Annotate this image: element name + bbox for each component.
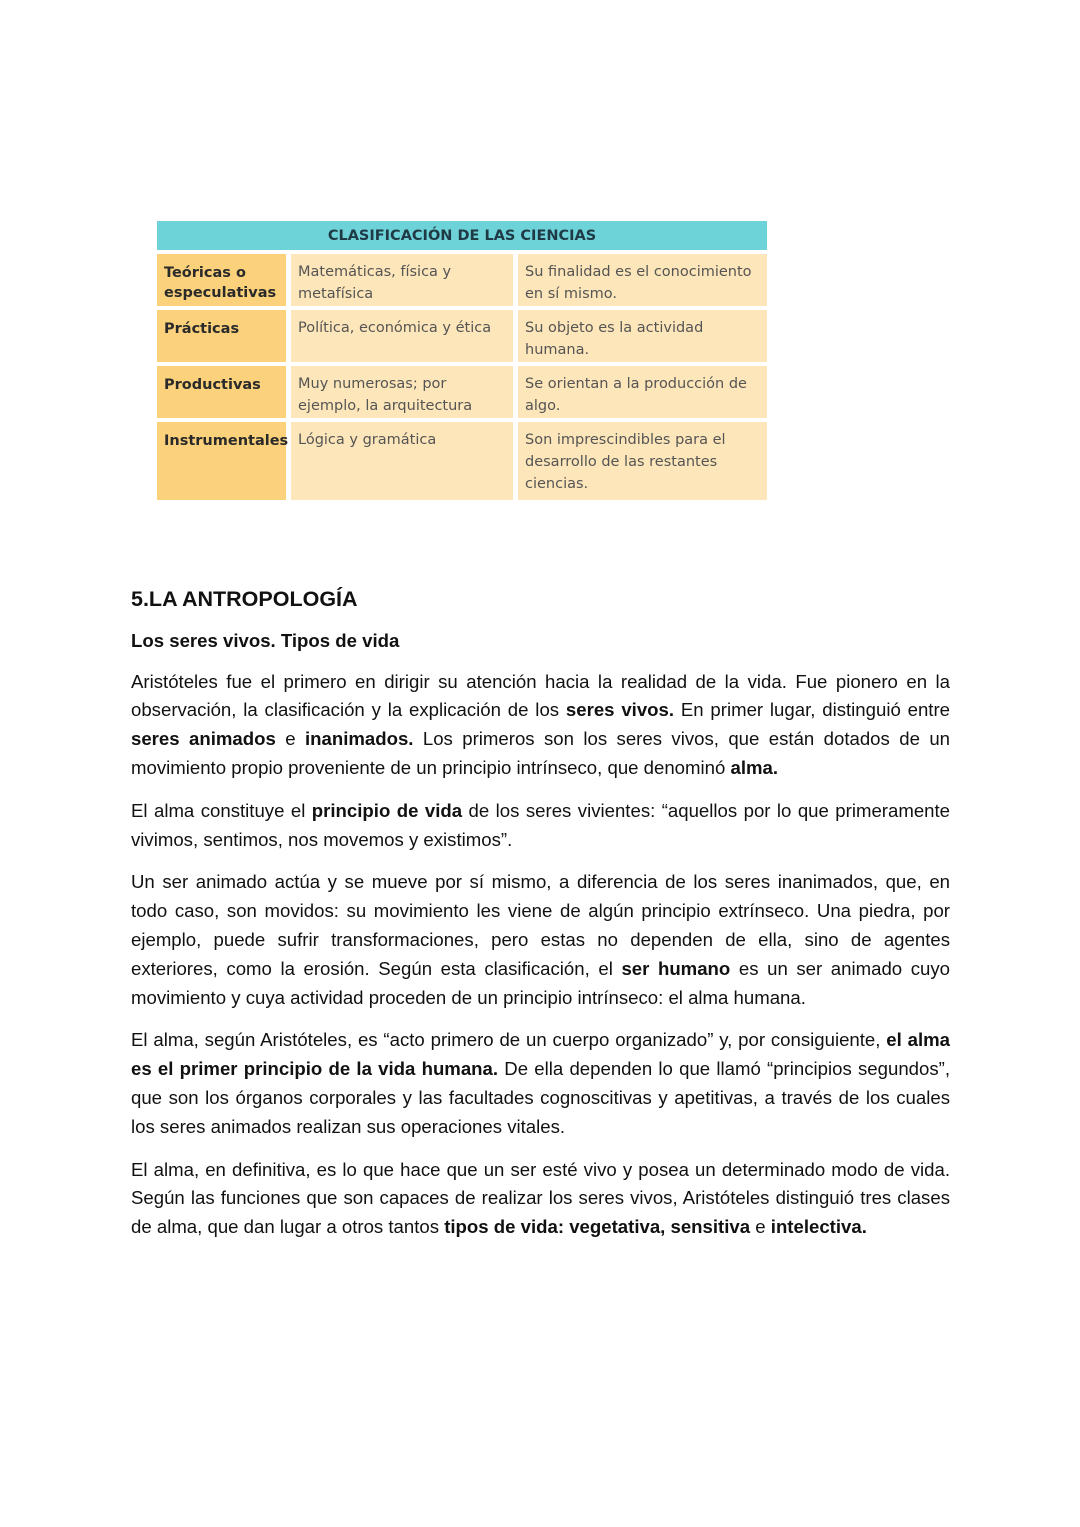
examples-cell: Lógica y gramática xyxy=(291,422,513,500)
text-run: El alma constituye el xyxy=(131,799,312,821)
examples-cell: Matemáticas, física y metafísica xyxy=(291,254,513,306)
section-heading: 5.LA ANTROPOLOGÍA xyxy=(131,587,358,611)
anthropology-section xyxy=(131,585,950,1256)
text-run: es un ser animado cuyo movimiento y cuya actividad proceden de un principio intrínseco: el alma humana. xyxy=(131,957,951,1008)
table-row xyxy=(157,366,767,418)
examples-cell: Muy numerosas; por ejemplo, la arquitectura xyxy=(291,366,513,418)
description-cell: Su objeto es la actividad humana. xyxy=(518,310,767,362)
bold-text: seres vivos. xyxy=(565,699,675,721)
bold-text: seres animados xyxy=(131,728,276,750)
paragraph xyxy=(131,1026,950,1141)
table-row xyxy=(157,422,767,500)
paragraph xyxy=(131,868,950,1012)
table-row xyxy=(157,310,767,362)
text-run: Los primeros son los seres vivos, que están dotados de un movimiento propio proveniente de un principio intrínseco, que denominó xyxy=(131,728,950,778)
paragraph xyxy=(131,1156,950,1242)
bold-text: alma. xyxy=(730,756,779,778)
category-cell: Instrumentales xyxy=(157,422,286,500)
text-run: De ella dependen lo que llamó “principios segundos”, que son los órganos corporales y las facultades cognoscitivas y apetitivas, a través de los cuales los seres animados realizan sus operaciones vitales. xyxy=(131,1058,950,1137)
category-cell: Prácticas xyxy=(157,310,286,362)
bold-text: el alma es el primer principio de la vida humana. xyxy=(131,1029,950,1080)
bold-text: principio de vida xyxy=(311,799,463,821)
section-subheading: Los seres vivos. Tipos de vida xyxy=(131,629,400,651)
description-cell: Se orientan a la producción de algo. xyxy=(518,366,767,418)
category-cell: Productivas xyxy=(157,366,286,418)
bold-text: tipos de vida: vegetativa, sensitiva xyxy=(444,1216,751,1238)
text-run: e xyxy=(275,728,305,750)
category-cell: Teóricas o especulativas xyxy=(157,254,286,306)
paragraph xyxy=(131,668,950,783)
examples-cell: Política, económica y ética xyxy=(291,310,513,362)
text-run: Aristóteles fue el primero en dirigir su atención hacia la realidad de la vida. Fue pionero en la observación, la clasificación y la explicación de los xyxy=(131,670,950,721)
table-title: CLASIFICACIÓN DE LAS CIENCIAS xyxy=(157,221,767,250)
bold-text: intelectiva. xyxy=(770,1216,867,1238)
description-cell: Son imprescindibles para el desarrollo de las restantes ciencias. xyxy=(518,422,767,500)
bold-text: ser humano xyxy=(621,957,731,979)
text-run: e xyxy=(750,1216,771,1238)
text-run: de los seres vivientes: “aquellos por lo que primeramente vivimos, sentimos, nos movemos y existimos”. xyxy=(131,799,951,850)
text-run: El alma, según Aristóteles, es “acto primero de un cuerpo organizado” y, por consiguiente, xyxy=(131,1029,887,1051)
description-cell: Su finalidad es el conocimiento en sí mismo. xyxy=(518,254,767,306)
text-run: El alma, en definitiva, es lo que hace que un ser esté vivo y posea un determinado modo de vida. Según las funciones que son capaces de realizar los seres vivos, Aristóteles distinguió tres clases de alma, que dan lugar a otros tantos xyxy=(131,1158,950,1238)
text-run: Un ser animado actúa y se mueve por sí mismo, a diferencia de los seres inanimados, que, en todo caso, son movidos: su movimiento les viene de algún principio extrínseco. Una piedra, por ejemplo, puede sufrir transformaciones, pero estas no dependen de ella, sino de agentes exteriores, como la erosión. Según esta clasificación, el xyxy=(131,871,950,979)
science-classification-table xyxy=(157,221,767,504)
bold-text: inanimados. xyxy=(304,728,414,750)
paragraph xyxy=(131,797,950,855)
table-row xyxy=(157,254,767,306)
text-run: En primer lugar, distinguió entre xyxy=(674,699,950,721)
